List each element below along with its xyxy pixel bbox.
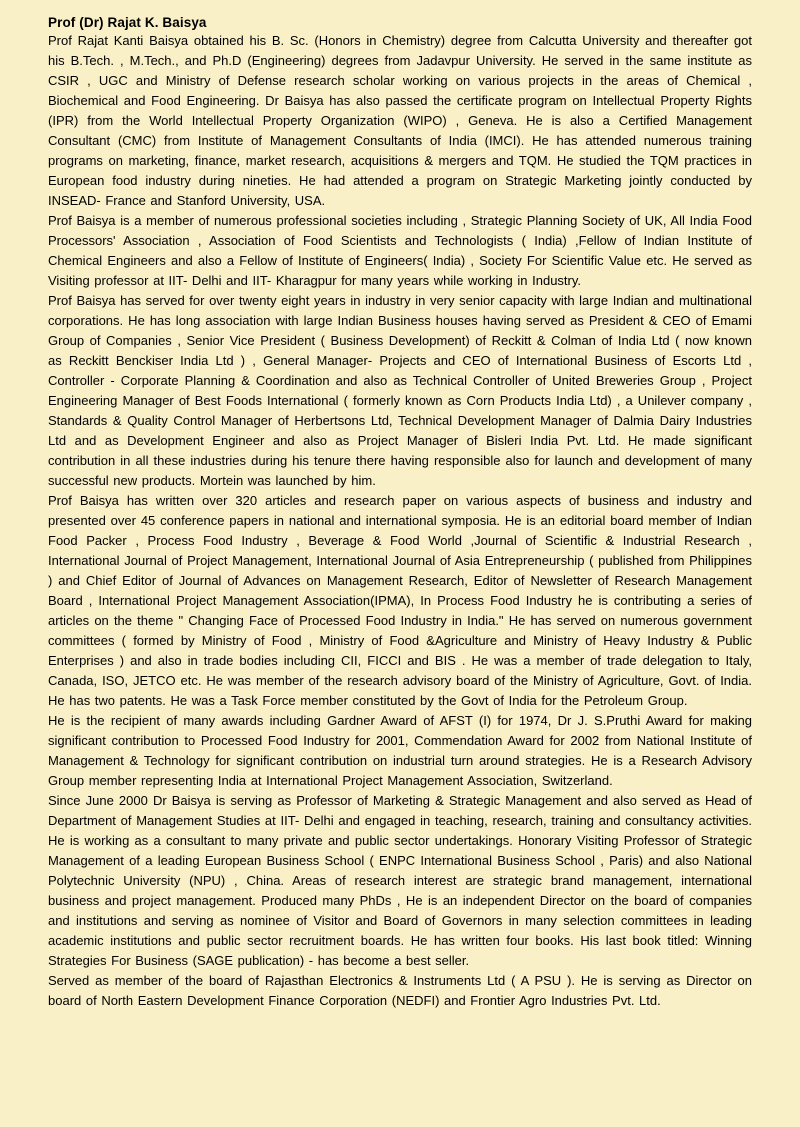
- bio-paragraph-academic-career: Since June 2000 Dr Baisya is serving as Professor of Marketing & Strategic Management and also served as Head of Department of Management Studies at IIT- Delhi and engaged in teaching, research, training and consultancy activities. He is working as a consultant to many private and public sector undertakings. Honorary Visiting Professor of Strategic Management of a leading European Business School ( ENPC International Business School , Paris) and also National Polytechnic University (NPU) , China. Areas of research interest are strategic brand management, international business and project management. Produced many PhDs , He is an independent Director on the board of companies and institutions and serving as nominee of Visitor and Board of Governors in many selection committees in leading academic institutions and public sector recruitment boards. He has written four books. His last book titled: Winning Strategies For Business (SAGE publication) - has become a best seller.: [48, 793, 752, 968]
- page-title: Prof (Dr) Rajat K. Baisya: [48, 15, 207, 30]
- bio-paragraph-publications: Prof Baisya has written over 320 articles and research paper on various aspects of business and industry and presented over 45 conference papers in national and international symposia. He is an editorial board member of Indian Food Packer , Process Food Industry , Beverage & Food World ,Journal of Scientific & Industrial Research , International Journal of Project Management, International Journal of Asia Entrepreneurship ( published from Philippines ) and Chief Editor of Journal of Advances on Management Research, Editor of Newsletter of Research Management Board , International Project Management Association(IPMA), In Process Food Industry he is contributing a series of articles on the theme " Changing Face of Processed Food Industry in India." He has served on numerous government committees ( formed by Ministry of Food , Ministry of Food &Agriculture and Ministry of Heavy Industry & Public Enterprises ) and also in trade bodies including CII, FICCI and BIS . He was a member of trade delegation to Italy, Canada, ISO, JETCO etc. He was member of the research advisory board of the Ministry of Agriculture, Govt. of India. He has two patents. He was a Task Force member constituted by the Govt of India for the Petroleum Group.: [48, 493, 752, 708]
- bio-paragraph-board-memberships: Served as member of the board of Rajasthan Electronics & Instruments Ltd ( A PSU ). He is serving as Director on board of North Eastern Development Finance Corporation (NEDFI) and Frontier Agro Industries Pvt. Ltd.: [48, 973, 752, 1008]
- bio-paragraph-industry-career: Prof Baisya has served for over twenty eight years in industry in very senior capacity with large Indian and multinational corporations. He has long association with large Indian Business houses having served as President & CEO of Emami Group of Companies , Senior Vice President ( Business Development) of Reckitt & Colman of India Ltd ( now known as Reckitt Benckiser India Ltd ) , General Manager- Projects and CEO of International Business of Escorts Ltd , Controller - Corporate Planning & Coordination and also as Technical Controller of United Breweries Group , Project Engineering Manager of Best Foods International ( formerly known as Corn Products India Ltd) , a Unilever company , Standards & Quality Control Manager of Herbertsons Ltd, Technical Development Manager of Dalmia Dairy Industries Ltd and as Development Engineer and also as Project Manager of Bisleri India Pvt. Ltd. He made significant contribution in all these industries during his tenure there having responsible also for launch and development of many successful new products. Mortein was launched by him.: [48, 293, 753, 488]
- bio-paragraph-awards: He is the recipient of many awards including Gardner Award of AFST (I) for 1974, Dr J. S.Pruthi Award for making significant contribution to Processed Food Industry for 2001, Commendation Award for 2002 from National Institute of Management & Technology for significant contribution on industrial turn around strategies. He is a Research Advisory Group member representing India at International Project Management Association, Switzerland.: [48, 713, 752, 788]
- bio-paragraph-societies: Prof Baisya is a member of numerous professional societies including , Strategic Planning Society of UK, All India Food Processors' Association , Association of Food Scientists and Technologists ( India) ,Fellow of Indian Institute of Chemical Engineers and also a Fellow of Institute of Engineers( India) , Society For Scientific Value etc. He served as Visiting professor at IIT- Delhi and IIT- Kharagpur for many years while working in Industry.: [48, 213, 752, 288]
- bio-paragraph-education: Prof Rajat Kanti Baisya obtained his B. Sc. (Honors in Chemistry) degree from Calcutta University and thereafter got his B.Tech. , M.Tech., and Ph.D (Engineering) degrees from Jadavpur University. He served in the same institute as CSIR , UGC and Ministry of Defense research scholar working on various projects in the areas of Chemical , Biochemical and Food Engineering. Dr Baisya has also passed the certificate program on Intellectual Property Rights (IPR) from the World Intellectual Property Organization (WIPO) , Geneva. He is also a Certified Management Consultant (CMC) from Institute of Management Consultants of India (IMCI). He has attended numerous training programs on marketing, finance, market research, acquisitions & mergers and TQM. He studied the TQM practices in European food industry during nineties. He had attended a program on Strategic Marketing jointly conducted by INSEAD- France and Stanford University, USA.: [48, 33, 752, 208]
